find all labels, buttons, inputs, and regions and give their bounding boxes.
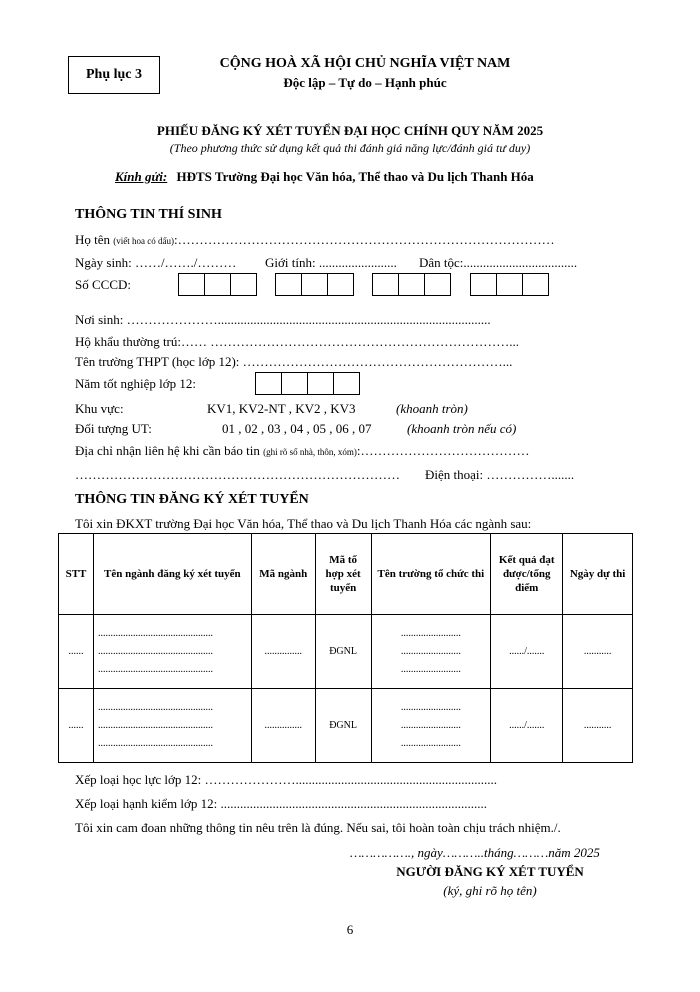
- id-digit-box[interactable]: [301, 273, 328, 296]
- region-label: Khu vực:: [75, 401, 124, 416]
- date-line[interactable]: ……………., ngày………..tháng………năm 2025: [350, 845, 600, 860]
- major-line: ..............................................: [97, 663, 213, 675]
- major-line: ..............................................: [97, 701, 213, 713]
- recipient: HĐTS Trường Đại học Văn hóa, Thể thao và Du lịch Thanh Hóa: [176, 169, 534, 184]
- table-row: [59, 615, 633, 689]
- major-cell[interactable]: [93, 689, 251, 763]
- id-digit-box[interactable]: [275, 273, 302, 296]
- school-line: ........................: [400, 663, 461, 675]
- school-line: ........................: [400, 701, 461, 713]
- priority-options[interactable]: 01 , 02 , 03 , 04 , 05 , 06 , 07: [222, 421, 372, 436]
- academic-rank-field[interactable]: Xếp loại học lực lớp 12: …………………..............................................................: [75, 772, 497, 787]
- motto: Độc lập – Tự do – Hạnh phúc: [283, 75, 447, 90]
- contact-line: [75, 443, 529, 459]
- appendix-label: Phụ lục 3: [85, 67, 142, 82]
- grad-year-boxes[interactable]: [255, 372, 360, 395]
- id-box-group-3[interactable]: [372, 273, 451, 296]
- id-digit-box[interactable]: [470, 273, 497, 296]
- id-digit-box[interactable]: [496, 273, 523, 296]
- exam-date-cell[interactable]: ...........: [563, 615, 633, 689]
- page-number: 6: [346, 922, 354, 937]
- stt-cell[interactable]: ......: [59, 615, 94, 689]
- nation-title: CỘNG HOÀ XÃ HỘI CHỦ NGHĨA VIỆT NAM: [219, 56, 511, 71]
- school-line: ........................: [400, 627, 461, 639]
- id-digit-box[interactable]: [230, 273, 257, 296]
- major-line: ..............................................: [97, 737, 213, 749]
- name-note: (viết hoa có dấu): [113, 236, 175, 246]
- gender-field[interactable]: Giới tính: ........................: [265, 255, 397, 270]
- commitment-text: Tôi xin cam đoan những thông tin nêu trên là đúng. Nếu sai, tôi hoàn toàn chịu trách nhiệm./.: [75, 820, 561, 835]
- id-box-group-1[interactable]: [178, 273, 257, 296]
- priority-label: Đối tượng UT:: [75, 421, 152, 436]
- exam-date-cell[interactable]: ...........: [563, 689, 633, 763]
- year-digit-box[interactable]: [281, 372, 308, 395]
- recipient-line: [115, 169, 534, 185]
- id-box-group-2[interactable]: [275, 273, 354, 296]
- major-line: ..............................................: [97, 645, 213, 657]
- header-major: Tên ngành đăng ký xét tuyển: [93, 534, 251, 615]
- combo-code-cell: ĐGNL: [315, 689, 371, 763]
- header-exam-date: Ngày dự thi: [563, 534, 633, 615]
- header-stt: STT: [59, 534, 94, 615]
- birthplace-field[interactable]: Nơi sinh: …………………....................................................................................: [75, 312, 491, 327]
- header-major-code: Mã ngành: [251, 534, 315, 615]
- name-label: Họ tên: [75, 232, 111, 247]
- school-line: ........................: [400, 737, 461, 749]
- id-digit-box[interactable]: [424, 273, 451, 296]
- school-line: ........................: [400, 645, 461, 657]
- major-cell[interactable]: [93, 615, 251, 689]
- table-header-row: [59, 534, 633, 615]
- region-note: (khoanh tròn): [396, 401, 468, 416]
- major-line: ..............................................: [97, 719, 213, 731]
- appendix-box: [68, 56, 160, 94]
- year-digit-box[interactable]: [255, 372, 282, 395]
- residence-field[interactable]: Hộ khẩu thường trú:…… ……………………………………………………………...: [75, 334, 519, 349]
- score-cell[interactable]: ....../.......: [491, 689, 563, 763]
- grad-year-label: Năm tốt nghiệp lớp 12:: [75, 376, 196, 391]
- exam-school-cell[interactable]: [371, 615, 491, 689]
- section1-heading: THÔNG TIN THÍ SINH: [75, 207, 222, 222]
- dob-field[interactable]: Ngày sinh: ……/……./………: [75, 255, 237, 270]
- form-subtitle: (Theo phương thức sử dụng kết quả thi đánh giá năng lực/đánh giá tư duy): [169, 141, 531, 155]
- phone-field[interactable]: Điện thoại: …………….......: [425, 467, 575, 482]
- year-digit-box[interactable]: [333, 372, 360, 395]
- combo-code-cell: ĐGNL: [315, 615, 371, 689]
- id-digit-box[interactable]: [327, 273, 354, 296]
- name-line: [75, 232, 555, 248]
- priority-note: (khoanh tròn nếu có): [407, 421, 517, 436]
- id-digit-box[interactable]: [178, 273, 205, 296]
- intro-text: Tôi xin ĐKXT trường Đại học Văn hóa, Thể thao và Du lịch Thanh Hóa các ngành sau:: [75, 516, 532, 531]
- ethnicity-field[interactable]: Dân tộc:...................................: [419, 255, 578, 270]
- major-code-cell[interactable]: ...............: [251, 689, 315, 763]
- contact-line-2[interactable]: …………………………………………………………………: [75, 467, 400, 482]
- school-line: ........................: [400, 719, 461, 731]
- id-label: Số CCCD:: [75, 277, 131, 292]
- header-combo-code: Mã tổ hợp xét tuyển: [315, 534, 371, 615]
- form-title: PHIẾU ĐĂNG KÝ XÉT TUYỂN ĐẠI HỌC CHÍNH QUY NĂM 2025: [156, 123, 544, 138]
- id-digit-box[interactable]: [204, 273, 231, 296]
- signer-note: (ký, ghi rõ họ tên): [443, 883, 537, 898]
- year-digit-box[interactable]: [307, 372, 334, 395]
- conduct-rank-field[interactable]: Xếp loại hạnh kiểm lớp 12: ..................................................................................: [75, 796, 488, 811]
- score-cell[interactable]: ....../.......: [491, 615, 563, 689]
- id-digit-box[interactable]: [522, 273, 549, 296]
- contact-note: (ghi rõ số nhà, thôn, xóm): [263, 447, 357, 457]
- exam-school-cell[interactable]: [371, 689, 491, 763]
- id-box-group-4[interactable]: [470, 273, 549, 296]
- major-code-cell[interactable]: ...............: [251, 615, 315, 689]
- school-field[interactable]: Tên trường THPT (học lớp 12): ……………………………………………………...: [75, 354, 513, 369]
- header-exam-school: Tên trường tổ chức thi: [371, 534, 491, 615]
- name-dots[interactable]: :……………………………………………………………………………: [174, 232, 555, 247]
- stt-cell[interactable]: ......: [59, 689, 94, 763]
- recipient-label: Kính gửi:: [115, 169, 168, 184]
- header-score: Kết quả đạt được/tổng điểm: [491, 534, 563, 615]
- id-digit-box[interactable]: [372, 273, 399, 296]
- contact-label: Địa chỉ nhận liên hệ khi cần báo tin: [75, 443, 260, 458]
- id-digit-box[interactable]: [398, 273, 425, 296]
- registration-table: [58, 533, 633, 763]
- region-options[interactable]: KV1, KV2-NT , KV2 , KV3: [207, 401, 356, 416]
- signer-title: NGƯỜI ĐĂNG KÝ XÉT TUYỂN: [396, 864, 584, 879]
- section2-heading: THÔNG TIN ĐĂNG KÝ XÉT TUYỂN: [75, 492, 309, 507]
- contact-dots[interactable]: :…………………………………: [356, 443, 530, 458]
- major-line: ..............................................: [97, 627, 213, 639]
- table-row: [59, 689, 633, 763]
